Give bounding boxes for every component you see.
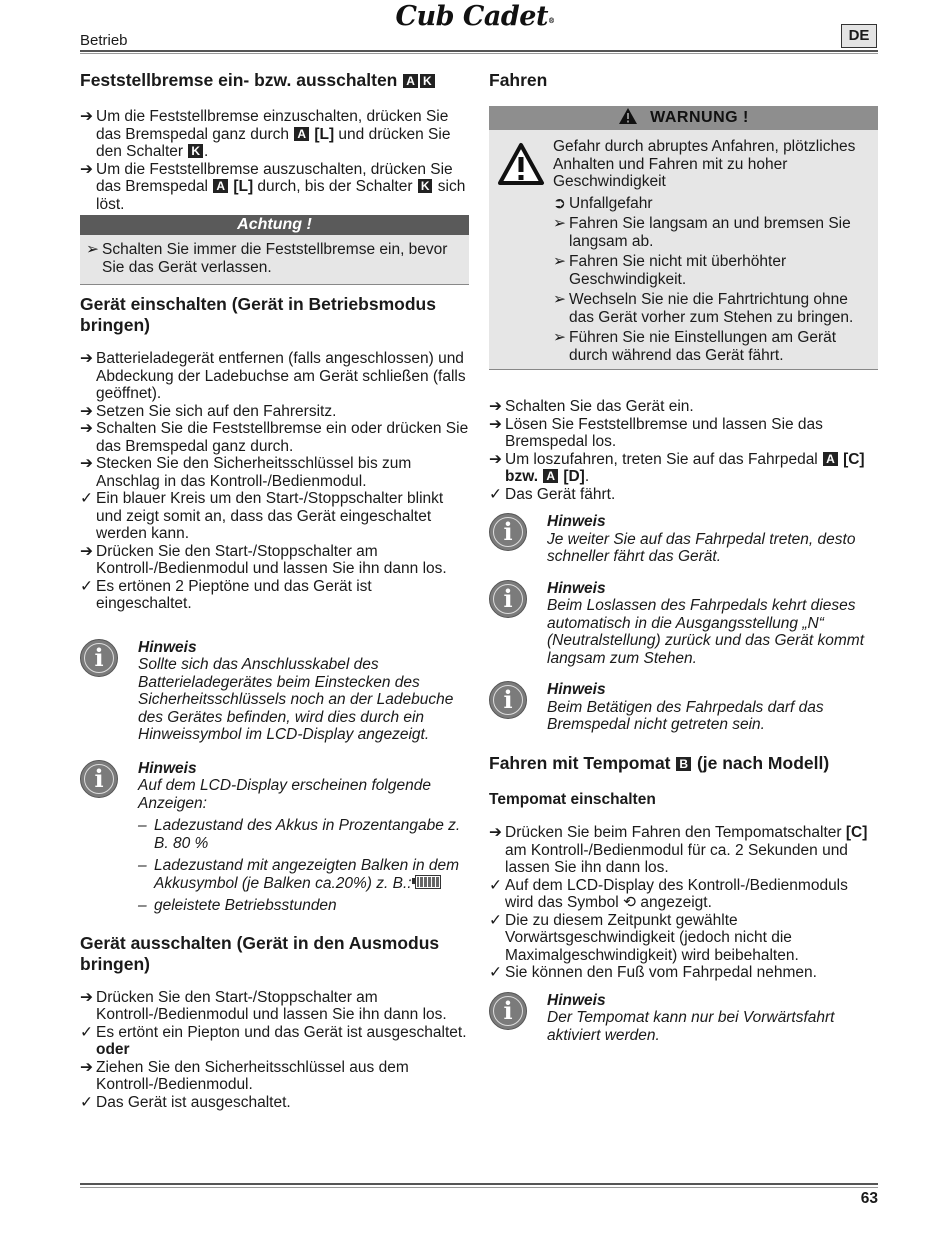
subsection-title: Tempomat einschalten <box>489 790 656 808</box>
header-rule-thin <box>80 53 878 54</box>
result: ✓ Auf dem LCD-Display des Kontroll-/Bedienmoduls wird das Symbol ⟲ angezeigt. <box>489 876 848 911</box>
note-text: Der Tempomat kann nur bei Vorwärtsfahrt aktiviert werden. <box>547 1009 835 1044</box>
footer-rule-thin <box>80 1187 878 1188</box>
step: ➔ Um die Feststellbremse einzuschalten, drücken Sie das Bremspedal ganz durch A [L] und drücken Sie den Schalter K . <box>80 108 451 160</box>
result: ✓ Es ertönen 2 Pieptöne und das Gerät ist eingeschaltet. <box>80 577 372 612</box>
warning-small-icon <box>618 107 638 125</box>
note-title: Hinweis <box>547 991 606 1009</box>
warning-item: ➢ Fahren Sie nicht mit überhöhter Geschwindigkeit. <box>553 253 787 288</box>
warning-box <box>489 106 878 370</box>
result: ✓ Die zu diesem Zeitpunkt gewählte Vorwärtsgeschwindigkeit (jedoch nicht die Maximalgeschwindigkeit) wird beibehalten. <box>489 911 799 964</box>
warning-result: ➲ Unfallgefahr <box>553 194 653 212</box>
info-icon: i <box>489 992 527 1030</box>
step: ➔ Schalten Sie die Feststellbremse ein oder drücken Sie das Bremspedal ganz durch. <box>80 420 469 455</box>
step: ➔ Lösen Sie Feststellbremse und lassen Sie das Bremspedal los. <box>489 415 823 450</box>
step: ➔ Drücken Sie den Start-/Stoppschalter am Kontroll-/Bedienmodul und lassen Sie ihn dann los. <box>80 988 447 1023</box>
note-text: Beim Loslassen des Fahrpedals kehrt dieses automatisch in die Ausgangsstellung „N“ (Neutralstellung) zurück und das Gerät kommt langsam zum Stehen. <box>547 597 865 667</box>
step: ➔ Ziehen Sie den Sicherheitsschlüssel aus dem Kontroll-/Bedienmodul. <box>80 1058 409 1093</box>
display-item: – Ladezustand des Akkus in Prozentangabe z. B. 80 % <box>138 817 461 852</box>
info-icon: i <box>80 639 118 677</box>
note-title: Hinweis <box>547 513 606 530</box>
language-badge: DE <box>841 24 877 48</box>
note-text: Beim Betätigen des Fahrpedals darf das Bremspedal nicht getreten sein. <box>547 698 824 733</box>
display-item: – geleistete Betriebsstunden <box>138 897 337 914</box>
result: ✓ Das Gerät ist ausgeschaltet. <box>80 1093 291 1111</box>
header-rule <box>80 50 878 52</box>
switch-off-steps <box>80 989 469 1112</box>
driving-steps <box>489 398 878 503</box>
step: ➔ Batterieladegerät entfernen (falls angeschlossen) und Abdeckung der Ladebuchse am Gerät schließen (falls geöffnet). <box>80 350 466 402</box>
cruise-control-icon: ⟲ <box>623 894 637 911</box>
note-box <box>489 580 878 668</box>
step: ➔ Drücken Sie beim Fahren den Tempomatschalter [C] am Kontroll-/Bedienmodul für ca. 2 Sekunden und lassen Sie ihn dann los. <box>489 824 868 876</box>
warning-title-bar: WARNUNG ! <box>489 106 878 130</box>
section-label: Betrieb <box>80 32 128 49</box>
note-box <box>489 681 878 734</box>
switch-on-steps <box>80 350 469 613</box>
cruise-steps <box>489 824 878 982</box>
achtung-box <box>80 215 469 285</box>
warning-text: Gefahr durch abruptes Anfahren, plötzliches Anhalten und Fahren mit zu hoher Geschwindigkeit <box>553 138 856 190</box>
step: ➔ Stecken Sie den Sicherheitsschlüssel bis zum Anschlag in das Kontroll-/Bedienmodul. <box>80 455 412 490</box>
parking-brake-steps <box>80 108 469 213</box>
page-number: 63 <box>860 1190 878 1207</box>
step: ➔ Setzen Sie sich auf den Fahrersitz. <box>80 402 337 420</box>
section-title-parking-brake: Feststellbremse ein- bzw. ausschalten A K <box>80 70 469 91</box>
note-title: Hinweis <box>547 579 606 597</box>
note-box <box>489 513 878 566</box>
step: ➔ Um loszufahren, treten Sie auf das Fahrpedal A [C] bzw. A [D]. <box>489 450 865 485</box>
footer-rule <box>80 1183 878 1185</box>
note-title: Hinweis <box>138 638 197 656</box>
step: ➔ Um die Feststellbremse auszuschalten, drücken Sie das Bremspedal A [L] durch, bis der Schalter K sich löst. <box>80 160 466 213</box>
step: ➔ Drücken Sie den Start-/Stoppschalter am Kontroll-/Bedienmodul und lassen Sie ihn dann los. <box>80 542 447 577</box>
section-title-driving: Fahren <box>489 70 548 90</box>
info-icon: i <box>80 760 118 798</box>
achtung-item: ➢ Schalten Sie immer die Feststellbremse ein, bevor Sie das Gerät verlassen. <box>86 241 448 276</box>
info-icon: i <box>489 513 527 551</box>
note-title: Hinweis <box>547 681 606 698</box>
result: ✓ Das Gerät fährt. <box>489 485 616 503</box>
warning-item: ➢ Fahren Sie langsam an und bremsen Sie langsam ab. <box>553 215 851 250</box>
section-title-cruise-control: Fahren mit Tempomat B (je nach Modell) <box>489 752 830 773</box>
section-title-switch-off: Gerät ausschalten (Gerät in den Ausmodus bringen) <box>80 932 440 974</box>
result: ✓ Ein blauer Kreis um den Start-/Stoppschalter blinkt und zeigt somit an, dass das Gerät eingeschaltet werden kann. <box>80 490 444 542</box>
info-icon: i <box>489 681 527 719</box>
achtung-title: Achtung ! <box>80 215 469 235</box>
warning-item: ➢ Führen Sie nie Einstellungen am Gerät durch während das Gerät fährt. <box>553 329 837 364</box>
display-item: – Ladezustand mit angezeigten Balken in dem Akkusymbol (je Balken ca.20%) z. B.: <box>138 857 460 892</box>
right-column <box>489 70 878 1044</box>
brand-logo: Cub Cadet® <box>395 1 555 32</box>
info-icon: i <box>489 580 527 618</box>
result: ✓ Es ertönt ein Piepton und das Gerät ist ausgeschaltet. <box>80 1023 467 1041</box>
warning-icon <box>497 142 545 186</box>
note-text: Auf dem LCD-Display erscheinen folgende Anzeigen: <box>138 777 431 812</box>
note-box <box>489 992 878 1045</box>
step: ➔ Schalten Sie das Gerät ein. <box>489 398 694 415</box>
note-title: Hinweis <box>138 759 197 777</box>
note-box <box>80 639 469 744</box>
or-label: oder <box>96 1041 130 1058</box>
result: ✓ Sie können den Fuß vom Fahrpedal nehmen. <box>489 964 817 981</box>
note-box <box>80 760 469 915</box>
warning-item: ➢ Wechseln Sie nie die Fahrtrichtung ohne das Gerät vorher zum Stehen zu bringen. <box>553 291 854 326</box>
battery-icon <box>415 875 441 889</box>
left-column <box>80 70 469 1111</box>
section-title-switch-on: Gerät einschalten (Gerät in Betriebsmodus bringen) <box>80 294 436 335</box>
note-text: Sollte sich das Anschlusskabel des Batterieladegerätes beim Einstecken des Sicherheitsschlüssels noch an der Ladebuche des Gerätes befinden, wird dies durch ein Hinweissymbol im LCD-Display angezeigt. <box>138 656 454 743</box>
note-text: Je weiter Sie auf das Fahrpedal treten, desto schneller fährt das Gerät. <box>547 530 856 565</box>
